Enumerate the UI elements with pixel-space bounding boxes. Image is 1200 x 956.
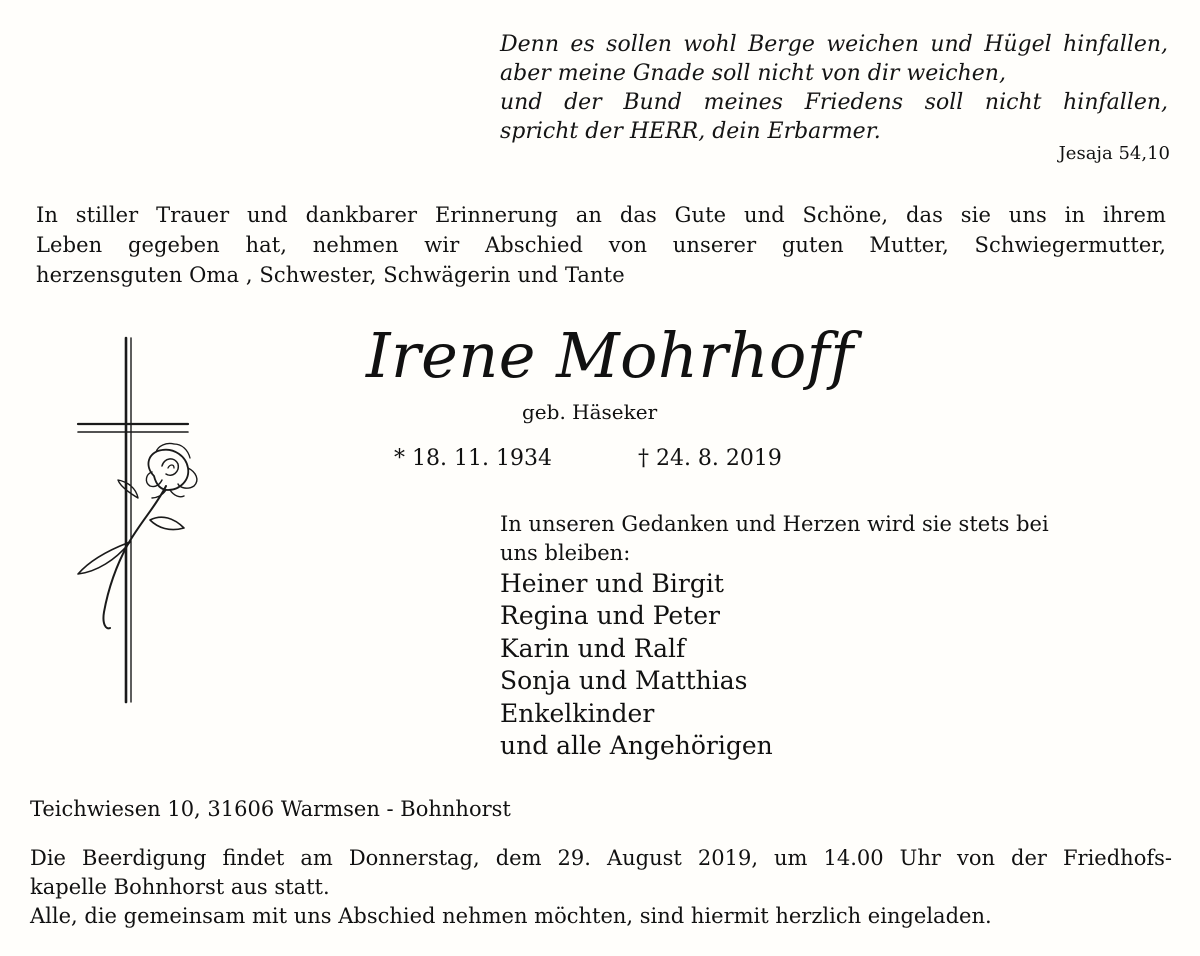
- funeral-line-3: Alle, die gemeinsam mit uns Abschied nehmen möchten, sind hiermit herzlich eingeladen.: [30, 904, 992, 928]
- mourner-item: Sonja und Matthias: [500, 666, 748, 696]
- birth-date: * 18. 11. 1934: [394, 446, 552, 471]
- funeral-line-2: kapelle Bohnhorst aus statt.: [30, 875, 330, 899]
- mourner-item: Enkelkinder: [500, 698, 655, 728]
- remembrance-line-2: uns bleiben:: [500, 541, 631, 565]
- intro-line-2: Leben gegeben hat, nehmen wir Abschied von unserer guten Mutter, Schwiegermutter,: [36, 233, 1166, 257]
- birth-name: geb. Häseker: [522, 400, 658, 424]
- mourner-item: Heiner und Birgit: [500, 569, 724, 598]
- cross-with-rose-icon: [70, 334, 210, 708]
- mourner-item: Karin und Ralf: [500, 633, 686, 663]
- mourner-item: und alle Angehörigen: [500, 731, 773, 761]
- family-address: Teichwiesen 10, 31606 Warmsen - Bohnhorst: [30, 797, 511, 821]
- bible-quote-line-4: spricht der HERR, dein Erbarmer.: [500, 119, 881, 144]
- bible-quote-line-2: aber meine Gnade soll nicht von dir weichen,: [500, 61, 1006, 86]
- funeral-info: [30, 844, 1172, 931]
- life-dates: [394, 444, 782, 474]
- death-date: † 24. 8. 2019: [637, 446, 782, 471]
- bible-quote-source: Jesaja 54,10: [1058, 143, 1170, 164]
- bible-quote: [500, 30, 1168, 146]
- intro-text: [36, 200, 1166, 290]
- bible-quote-line-3: und der Bund meines Friedens soll nicht hinfallen,: [500, 90, 1168, 115]
- remembrance-text: [500, 510, 1140, 568]
- remembrance-line-1: In unseren Gedanken und Herzen wird sie stets bei: [500, 512, 1049, 536]
- mourners-list: [500, 568, 773, 762]
- deceased-name: Irene Mohrhoff: [366, 319, 854, 392]
- intro-line-3: herzensguten Oma , Schwester, Schwägerin und Tante: [36, 263, 625, 287]
- mourner-item: Regina und Peter: [500, 601, 721, 631]
- bible-quote-line-1: Denn es sollen wohl Berge weichen und Hügel hinfallen,: [500, 32, 1168, 57]
- intro-line-1: In stiller Trauer und dankbarer Erinnerung an das Gute und Schöne, das sie uns in ihrem: [36, 203, 1166, 227]
- funeral-line-1: Die Beerdigung findet am Donnerstag, dem 29. August 2019, um 14.00 Uhr von der Friedhofs-: [30, 846, 1172, 870]
